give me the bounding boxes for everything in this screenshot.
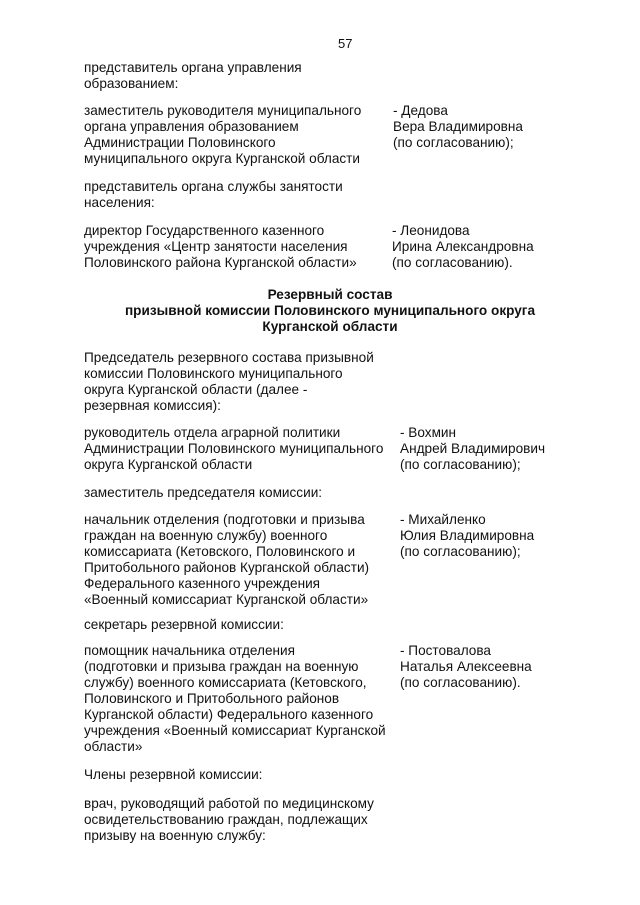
reserve-deputy-person: - Михайленко Юлия Владимировна (по согласованию); (400, 512, 535, 559)
reserve-chair-person: - Вохмин Андрей Владимирович (по согласованию); (400, 425, 546, 472)
reserve-members-header: Члены резервной комиссии: (84, 767, 263, 782)
reserve-chair-header: Председатель резервного состава призывной комиссии Половинского муниципального округа Курганской области (далее - резервная комиссия): (84, 350, 374, 413)
edu-representative-header: представитель органа управления образованием: (84, 60, 302, 91)
employment-representative-person: - Леонидова Ирина Александровна (по согласованию). (392, 223, 534, 270)
edu-representative-person: - Дедова Вера Владимировна (по согласованию); (393, 103, 523, 150)
page-number: 57 (338, 36, 353, 51)
employment-representative-header: представитель органа службы занятости населения: (84, 179, 343, 210)
edu-representative-position: заместитель руководителя муниципального органа управления образованием Администрации Половинского муниципального округа Курганской области (84, 103, 362, 166)
reserve-secretary-header: секретарь резервной комиссии: (84, 617, 284, 632)
reserve-secretary-person: - Постовалова Наталья Алексеевна (по согласованию). (400, 643, 532, 690)
reserve-composition-title: Резервный состав призывной комиссии Половинского муниципального округа Курганской области (124, 287, 536, 334)
reserve-deputy-header: заместитель председателя комиссии: (84, 485, 323, 500)
reserve-chair-position: руководитель отдела аграрной политики Администрации Половинского муниципального округа Курганской области (84, 425, 384, 472)
employment-representative-position: директор Государственного казенного учреждения «Центр занятости населения Половинского района Курганской области» (84, 223, 357, 270)
reserve-secretary-position: помощник начальника отделения (подготовки и призыва граждан на военную службу) военного комиссариата (Кетовского, Половинского и Притобольного районов Курганской области) Федерального казенного учреждения «Военный комиссариат Курганской области» (84, 643, 386, 754)
reserve-doctor-position: врач, руководящий работой по медицинскому освидетельствованию граждан, подлежащих призыву на военную службу: (84, 796, 374, 843)
reserve-deputy-position: начальник отделения (подготовки и призыва граждан на военную службу) военного комиссариата (Кетовского, Половинского и Притобольного районов Курганской области) Федерального казенного учреждения «Военный комиссариат Курганской области» (84, 512, 370, 607)
